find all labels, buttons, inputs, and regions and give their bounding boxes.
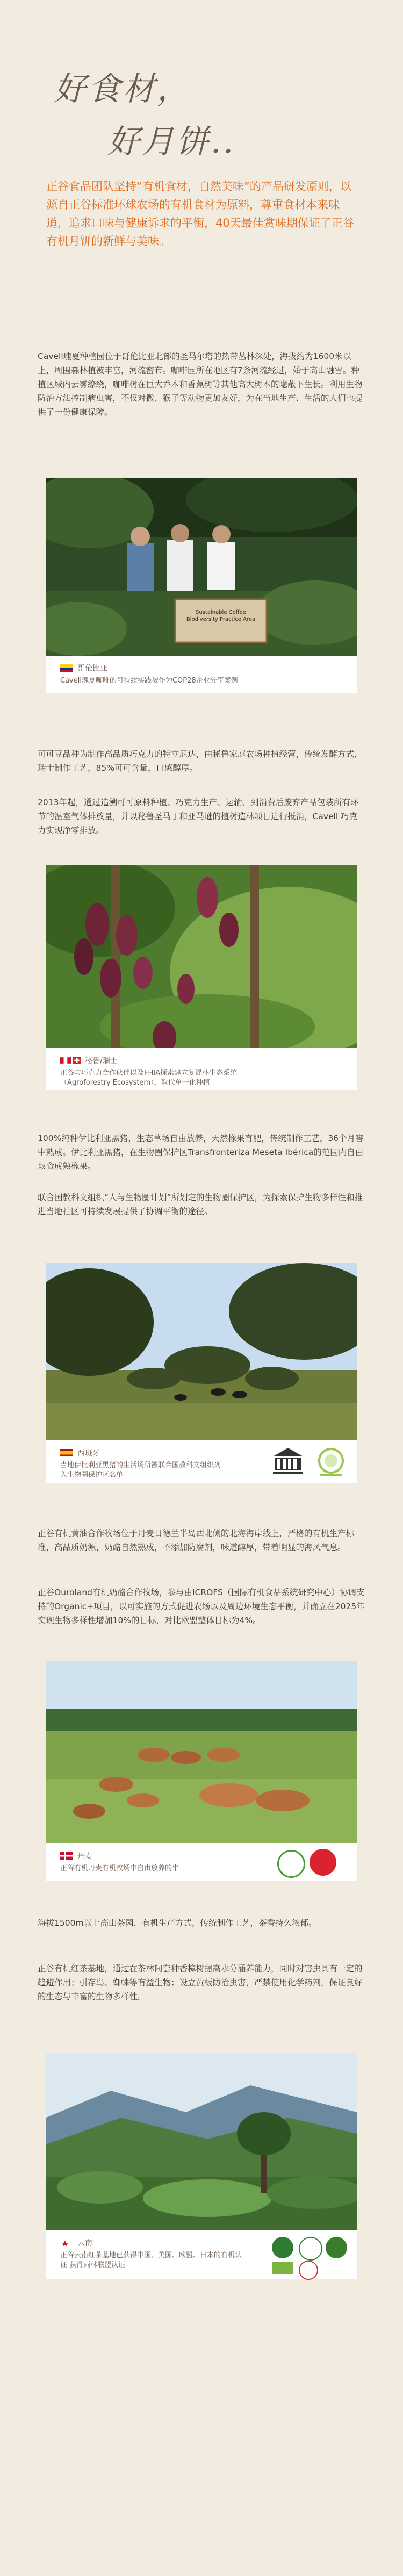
yunnan-caption-card xyxy=(46,2230,357,2279)
yunnan-description-1: 海拔1500m以上高山茶园，有机生产方式，传统制作工艺，茶香持久浓郁。 xyxy=(38,1918,317,1928)
colombia-sign-text: Sustainable Coffee Biodiversity Practice Area xyxy=(186,609,256,622)
spain-description-1: 100%纯种伊比利亚黑猪，生态草场自由放养，天然橡果育肥，传统制作工艺，36个月窖中熟成。伊比利亚黑猪，在生物圈保护区Transfronteriza Meseta Ibérica的范围内自由取食成熟橡果。 xyxy=(38,1133,364,1171)
peru-caption: 正谷与巧克力合作伙伴以及FHIA探索建立复混林生态系统（Agroforestry Ecosystem），取代单一化种植 xyxy=(60,1069,237,1087)
denmark-description-1: 正谷有机黄油合作牧场位于丹麦日德兰半岛西北侧的北海海岸线上，严格的有机生产标准，高品质奶源，奶酪自然熟成，不添加防腐剂，味道醇厚，带着明显的海风气息。 xyxy=(38,1529,355,1552)
spain-caption: 当地伊比利亚黑猪的生活场所被联合国教科文组织列入生物圈保护区名单 xyxy=(60,1461,221,1479)
spain-caption-card xyxy=(46,1440,357,1483)
china-organic-cert-icon xyxy=(272,2237,293,2258)
colombia-caption: Cavell瑰夏咖啡的可持续实践被作为COP28企业分享案例 xyxy=(60,677,238,685)
colombia-description: Cavell瑰夏种植园位于哥伦比亚北部的圣马尔塔的热带丛林深处，海拔约为1600米以上，周围森林植被丰富，河流密布。咖啡园所在地区有7条河流经过，始于高山融雪。种植区域内云雾缭绕，咖啡树在巨大乔木和香蕉树等其他高大树木的隐蔽下生长。利用生物防治方法控制病虫害，不仅对微、猴子等动物更加友好，为在当地生产、生活的人们也提供了一份健康保障。 xyxy=(38,351,363,417)
spain-meadow-photo xyxy=(46,1263,357,1440)
danish-organic-logo-icon xyxy=(310,1849,336,1876)
usda-organic-cert-icon xyxy=(299,2237,322,2261)
spain-country-label: 西班牙 xyxy=(77,1449,100,1458)
yunnan-caption: 正谷云南红茶基地已获得中国、美国、欧盟、日本的有机认证 获得雨林联盟认证 xyxy=(60,2251,242,2269)
denmark-cows-photo xyxy=(46,1661,357,1843)
organic-cert-icon xyxy=(277,1850,305,1878)
peru-description-2: 2013年起，通过追溯可可原料种植、巧克力生产、运输、到消费后废弃产品包装所有环节的温室气体排放量，并以秘鲁圣马丁和亚马逊的植树造林项目进行抵消，Cavell 巧克力实现净零排放。 xyxy=(38,798,359,835)
headline-good-ingredients: 好食材， xyxy=(54,70,191,108)
denmark-description-2: 正谷Ouroland有机奶酪合作牧场，参与由ICROFS（国际有机食品系统研究中心）协调支持的Organic+项目，以可实施的方式促进农场以及周边环境生态平衡，并确立在2025年实现生物多样性增加10%的目标，对比欧盟整体目标为4%。 xyxy=(38,1588,365,1625)
yunnan-description-2: 正谷有机红茶基地，通过在茶林间套种香樟树提高水分涵养能力，同时对害虫具有一定的趋避作用；引存鸟、蜘蛛等有益生物；设立黄板防治虫害，严禁使用化学药剂，保证良好的生态与丰富的生物多样性。 xyxy=(38,1964,363,2001)
unesco-logo-icon xyxy=(272,1447,304,1476)
eu-organic-leaf-icon xyxy=(272,2262,293,2274)
denmark-caption-card xyxy=(46,1843,357,1881)
peru-country-label: 秘鲁/瑞士 xyxy=(85,1057,118,1065)
spain-flag-icon xyxy=(60,1449,73,1456)
biosphere-logo-icon xyxy=(315,1446,347,1478)
denmark-country-label: 丹麦 xyxy=(77,1852,92,1861)
switzerland-flag-icon xyxy=(73,1057,81,1064)
tea-garden-photo xyxy=(46,2053,357,2230)
intro-paragraph: 正谷食品团队坚持“有机食材，自然美味”的产品研发原则，以源自正谷标准环球农场的有机食材为原料，尊重食材本来味道，追求口味与健康诉求的平衡，40天最佳赏味期保证了正谷有机月饼的新鲜与美味。 xyxy=(46,180,354,248)
denmark-flag-icon xyxy=(60,1852,73,1860)
peru-description-1: 可可豆品种为制作高品质巧克力的特立尼达，由秘鲁家庭农场种植经营，传统发酵方式，瑞士制作工艺，85%可可含量，口感醇厚。 xyxy=(38,749,363,773)
rainforest-alliance-icon xyxy=(326,2237,347,2258)
star-icon xyxy=(60,2239,70,2247)
denmark-caption: 正谷有机丹麦有机牧场中自由放养的牛 xyxy=(60,1864,179,1872)
yunnan-country-label: 云南 xyxy=(77,2239,92,2248)
colombia-caption-card xyxy=(46,656,357,693)
headline-good-mooncakes: 好月饼.. xyxy=(107,123,236,161)
colombia-flag-icon xyxy=(60,664,73,672)
colombia-photo xyxy=(46,478,357,656)
cocoa-photo xyxy=(46,865,357,1048)
peru-flag-icon xyxy=(60,1057,71,1064)
spain-description-2: 联合国教科文组织“人与生物圈计划”所划定的生物圈保护区，为探索保护生物多样性和推进当地社区可持续发展提供了协调平衡的途径。 xyxy=(38,1193,363,1216)
colombia-country-label: 哥伦比亚 xyxy=(77,664,107,673)
jas-organic-cert-icon xyxy=(299,2261,318,2280)
peru-caption-card xyxy=(46,1048,357,1090)
